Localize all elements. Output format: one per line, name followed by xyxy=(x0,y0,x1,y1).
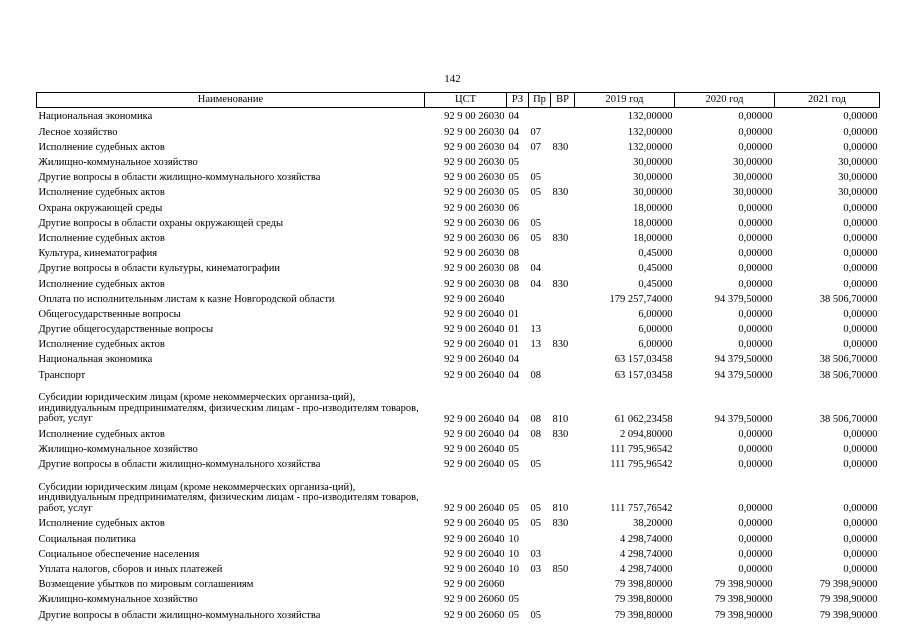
row-vr xyxy=(551,199,575,214)
row-vr xyxy=(551,351,575,366)
row-rz: 10 xyxy=(508,563,519,575)
row-2019: 30,00000 xyxy=(633,187,673,199)
row-name: Общегосударственные вопросы xyxy=(38,308,181,320)
row-rz xyxy=(507,290,529,305)
row-2019: 63 157,03458 xyxy=(614,369,673,381)
row-rz: 04 xyxy=(508,428,519,440)
row-2019: 6,00000 xyxy=(638,308,673,320)
row-cst: 92 9 00 26040 xyxy=(444,324,505,336)
row-2019: 0,45000 xyxy=(638,248,673,260)
row-2019: 111 795,96542 xyxy=(610,459,673,471)
row-cst: 92 9 00 26040 xyxy=(444,459,505,471)
row-name: Культура, кинематография xyxy=(38,248,158,260)
row-2019: 0,45000 xyxy=(638,278,673,290)
header-cst: ЦСТ xyxy=(425,93,507,108)
row-name: Исполнение судебных актов xyxy=(38,518,165,530)
row-vr xyxy=(551,530,575,545)
row-2020: 79 398,90000 xyxy=(714,579,773,591)
row-cst: 92 9 00 26030 xyxy=(444,278,505,290)
row-2021: 79 398,90000 xyxy=(819,609,878,621)
row-vr: 810 xyxy=(552,503,569,515)
row-pr: 08 xyxy=(530,369,541,381)
table-row xyxy=(37,183,880,198)
table-row xyxy=(37,153,880,168)
row-name: Исполнение судебных актов xyxy=(38,339,165,351)
row-2021: 0,00000 xyxy=(843,339,878,351)
row-cst: 92 9 00 26040 xyxy=(444,563,505,575)
row-2020: 0,00000 xyxy=(738,263,773,275)
row-2020: 0,00000 xyxy=(738,548,773,560)
row-name: Жилищно-коммунальное хозяйство xyxy=(38,157,198,169)
table-body xyxy=(37,108,880,621)
row-name: Социальная политика xyxy=(38,533,136,545)
row-2019: 63 157,03458 xyxy=(614,354,673,366)
row-rz: 05 xyxy=(508,594,519,606)
row-pr xyxy=(529,244,551,259)
row-rz: 04 xyxy=(508,413,519,425)
row-2021: 0,00000 xyxy=(843,444,878,456)
row-cst: 92 9 00 26060 xyxy=(444,609,505,621)
row-2021: 0,00000 xyxy=(843,533,878,545)
row-pr: 04 xyxy=(530,278,541,290)
row-2019: 79 398,80000 xyxy=(614,594,673,606)
row-2019: 179 257,74000 xyxy=(609,293,673,305)
row-rz: 10 xyxy=(508,548,519,560)
row-2021: 0,00000 xyxy=(843,217,878,229)
row-2021: 0,00000 xyxy=(843,248,878,260)
row-cst: 92 9 00 26060 xyxy=(444,594,505,606)
row-vr xyxy=(551,290,575,305)
table-row xyxy=(37,560,880,575)
row-2019: 79 398,80000 xyxy=(614,609,673,621)
row-2021: 30,00000 xyxy=(838,157,878,169)
row-vr xyxy=(551,259,575,274)
row-2020: 0,00000 xyxy=(738,444,773,456)
row-rz: 05 xyxy=(508,444,519,456)
row-vr xyxy=(551,440,575,455)
table-row xyxy=(37,305,880,320)
table-row xyxy=(37,138,880,153)
row-name: Исполнение судебных актов xyxy=(38,428,165,440)
row-2021: 0,00000 xyxy=(843,308,878,320)
row-name: Лесное хозяйство xyxy=(38,126,118,138)
row-2020: 0,00000 xyxy=(738,202,773,214)
header-pr: Пр xyxy=(529,93,551,108)
row-vr xyxy=(551,590,575,605)
row-2021: 0,00000 xyxy=(843,263,878,275)
row-cst: 92 9 00 26040 xyxy=(444,548,505,560)
row-2021: 0,00000 xyxy=(843,503,878,515)
row-2020: 0,00000 xyxy=(738,518,773,530)
row-name: Охрана окружающей среды xyxy=(38,202,163,214)
row-vr xyxy=(551,108,575,123)
row-rz: 10 xyxy=(508,533,519,545)
row-vr: 830 xyxy=(552,141,569,153)
row-rz: 06 xyxy=(508,232,519,244)
row-rz: 04 xyxy=(508,141,519,153)
row-name: Исполнение судебных актов xyxy=(38,187,165,199)
row-pr xyxy=(529,590,551,605)
row-cst: 92 9 00 26040 xyxy=(444,503,505,515)
row-name: Жилищно-коммунальное хозяйство xyxy=(38,444,198,456)
row-2019: 0,45000 xyxy=(638,263,673,275)
row-2020: 0,00000 xyxy=(738,126,773,138)
row-pr xyxy=(529,575,551,590)
row-2020: 94 379,50000 xyxy=(714,413,773,425)
row-pr xyxy=(529,530,551,545)
row-name: Жилищно-коммунальное хозяйство xyxy=(38,594,198,606)
row-cst: 92 9 00 26030 xyxy=(444,232,505,244)
row-name: Транспорт xyxy=(38,369,86,381)
row-2020: 30,00000 xyxy=(733,157,773,169)
row-name: Другие общегосударственные вопросы xyxy=(38,324,214,336)
row-2020: 0,00000 xyxy=(738,232,773,244)
row-2020: 94 379,50000 xyxy=(714,293,773,305)
table-row xyxy=(37,199,880,214)
row-2019: 2 094,80000 xyxy=(620,428,673,440)
row-pr: 05 xyxy=(530,172,541,184)
row-name: Исполнение судебных актов xyxy=(38,141,165,153)
row-rz: 06 xyxy=(508,202,519,214)
row-cst: 92 9 00 26040 xyxy=(444,444,505,456)
row-rz: 08 xyxy=(508,248,519,260)
table-row xyxy=(37,290,880,305)
row-pr: 13 xyxy=(530,339,541,351)
row-pr: 13 xyxy=(530,324,541,336)
row-2020: 0,00000 xyxy=(738,459,773,471)
header-2020: 2020 год xyxy=(675,93,775,108)
row-cst: 92 9 00 26040 xyxy=(444,533,505,545)
row-2020: 0,00000 xyxy=(738,339,773,351)
row-2021: 38 506,70000 xyxy=(819,293,878,305)
row-name: Национальная экономика xyxy=(38,111,153,123)
row-rz: 05 xyxy=(508,157,519,169)
row-pr: 05 xyxy=(530,187,541,199)
row-2021: 0,00000 xyxy=(843,548,878,560)
row-2020: 94 379,50000 xyxy=(714,369,773,381)
row-name: Субсидии юридическим лицам (кроме некоммерческих организа-ций), индивидуальным предпринимателям, физическим лицам - про-изводителям товаров, работ, услуг xyxy=(38,481,419,514)
row-2021: 0,00000 xyxy=(843,324,878,336)
row-name: Другие вопросы в области охраны окружающей среды xyxy=(38,217,283,229)
table-row xyxy=(37,214,880,229)
row-name: Возмещение убытков по мировым соглашениям xyxy=(38,579,254,591)
row-2021: 0,00000 xyxy=(843,563,878,575)
row-cst: 92 9 00 26040 xyxy=(444,413,505,425)
row-vr: 830 xyxy=(552,232,569,244)
table-row xyxy=(37,108,880,123)
table-row xyxy=(37,455,880,470)
row-2020: 79 398,90000 xyxy=(714,609,773,621)
row-vr: 830 xyxy=(552,278,569,290)
row-cst: 92 9 00 26040 xyxy=(444,354,505,366)
row-vr xyxy=(551,123,575,138)
row-pr xyxy=(529,108,551,123)
row-vr xyxy=(551,153,575,168)
row-2020: 0,00000 xyxy=(738,278,773,290)
table-row xyxy=(37,514,880,529)
row-2020: 0,00000 xyxy=(738,217,773,229)
row-cst: 92 9 00 26030 xyxy=(444,248,505,260)
header-2021: 2021 год xyxy=(775,93,880,108)
table-row xyxy=(37,229,880,244)
row-pr: 03 xyxy=(530,563,541,575)
table-row xyxy=(37,440,880,455)
row-cst: 92 9 00 26040 xyxy=(444,339,505,351)
row-2020: 0,00000 xyxy=(738,324,773,336)
row-2020: 30,00000 xyxy=(733,172,773,184)
row-2020: 0,00000 xyxy=(738,428,773,440)
row-2019: 111 795,96542 xyxy=(610,444,673,456)
table-row xyxy=(37,320,880,335)
header-2019: 2019 год xyxy=(575,93,675,108)
row-cst: 92 9 00 26030 xyxy=(444,141,505,153)
row-2021: 38 506,70000 xyxy=(819,354,878,366)
row-2021: 0,00000 xyxy=(843,459,878,471)
row-vr: 830 xyxy=(552,428,569,440)
row-2019: 38,20000 xyxy=(633,518,673,530)
row-name: Другие вопросы в области культуры, кинематографии xyxy=(38,263,280,275)
table-row xyxy=(37,168,880,183)
table-row xyxy=(37,123,880,138)
table-header xyxy=(37,93,880,108)
row-2021: 30,00000 xyxy=(838,172,878,184)
row-name: Оплата по исполнительным листам к казне Новгородской области xyxy=(38,293,335,305)
row-rz: 05 xyxy=(508,503,519,515)
row-name: Другие вопросы в области жилищно-коммунального хозяйства xyxy=(38,609,321,621)
row-2019: 4 298,74000 xyxy=(620,548,673,560)
row-cst: 92 9 00 26040 xyxy=(444,428,505,440)
row-rz: 04 xyxy=(508,126,519,138)
row-2019: 4 298,74000 xyxy=(620,533,673,545)
row-pr: 05 xyxy=(530,503,541,515)
row-pr: 05 xyxy=(530,232,541,244)
row-rz: 01 xyxy=(508,308,519,320)
row-rz: 05 xyxy=(508,609,519,621)
row-cst: 92 9 00 26030 xyxy=(444,217,505,229)
row-2021: 79 398,90000 xyxy=(819,579,878,591)
row-vr xyxy=(551,455,575,470)
row-pr xyxy=(529,440,551,455)
row-2019: 132,00000 xyxy=(627,141,673,153)
row-cst: 92 9 00 26030 xyxy=(444,172,505,184)
row-name: Национальная экономика xyxy=(38,354,153,366)
row-2019: 111 757,76542 xyxy=(610,503,673,515)
page-number: 142 xyxy=(444,73,461,85)
row-name: Другие вопросы в области жилищно-коммунального хозяйства xyxy=(38,172,321,184)
row-2020: 30,00000 xyxy=(733,187,773,199)
row-2021: 38 506,70000 xyxy=(819,369,878,381)
table-row xyxy=(37,381,880,425)
table-row xyxy=(37,606,880,621)
row-2019: 79 398,80000 xyxy=(614,579,673,591)
row-name: Исполнение судебных актов xyxy=(38,232,165,244)
row-pr: 05 xyxy=(530,459,541,471)
header-rz: РЗ xyxy=(507,93,529,108)
row-vr: 830 xyxy=(552,187,569,199)
table-row xyxy=(37,275,880,290)
row-name: Исполнение судебных актов xyxy=(38,278,165,290)
row-pr xyxy=(529,199,551,214)
row-2021: 0,00000 xyxy=(843,278,878,290)
row-2020: 94 379,50000 xyxy=(714,354,773,366)
row-2020: 0,00000 xyxy=(738,563,773,575)
row-cst: 92 9 00 26030 xyxy=(444,263,505,275)
row-rz: 05 xyxy=(508,187,519,199)
row-cst: 92 9 00 26030 xyxy=(444,111,505,123)
row-cst: 92 9 00 26040 xyxy=(444,369,505,381)
table-row xyxy=(37,244,880,259)
row-rz: 05 xyxy=(508,459,519,471)
row-2019: 18,00000 xyxy=(633,232,673,244)
row-2021: 0,00000 xyxy=(843,141,878,153)
row-2020: 0,00000 xyxy=(738,141,773,153)
row-cst: 92 9 00 26030 xyxy=(444,187,505,199)
row-pr xyxy=(529,351,551,366)
row-cst: 92 9 00 26030 xyxy=(444,202,505,214)
row-pr: 04 xyxy=(530,263,541,275)
row-vr xyxy=(551,244,575,259)
row-2020: 0,00000 xyxy=(738,111,773,123)
table-row xyxy=(37,470,880,514)
row-2019: 6,00000 xyxy=(638,339,673,351)
row-2021: 0,00000 xyxy=(843,518,878,530)
row-pr: 05 xyxy=(530,609,541,621)
row-2021: 30,00000 xyxy=(838,187,878,199)
table-row xyxy=(37,259,880,274)
row-rz xyxy=(507,575,529,590)
row-2021: 0,00000 xyxy=(843,126,878,138)
row-name: Субсидии юридическим лицам (кроме некоммерческих организа-ций), индивидуальным предпринимателям, физическим лицам - про-изводителям товаров, работ, услуг xyxy=(38,392,419,425)
row-vr xyxy=(551,320,575,335)
header-name: Наименование xyxy=(37,93,425,108)
row-rz: 08 xyxy=(508,263,519,275)
row-pr xyxy=(529,153,551,168)
row-rz: 04 xyxy=(508,369,519,381)
row-rz: 04 xyxy=(508,354,519,366)
row-cst: 92 9 00 26030 xyxy=(444,157,505,169)
table-row xyxy=(37,590,880,605)
row-vr xyxy=(551,545,575,560)
row-2021: 0,00000 xyxy=(843,111,878,123)
row-2019: 30,00000 xyxy=(633,157,673,169)
row-cst: 92 9 00 26060 xyxy=(444,579,505,591)
row-2019: 132,00000 xyxy=(627,111,673,123)
row-rz: 04 xyxy=(508,111,519,123)
table-row xyxy=(37,366,880,381)
row-cst: 92 9 00 26040 xyxy=(444,518,505,530)
row-pr xyxy=(529,305,551,320)
row-vr xyxy=(551,366,575,381)
table-row xyxy=(37,351,880,366)
row-vr xyxy=(551,305,575,320)
table-row xyxy=(37,545,880,560)
row-2021: 0,00000 xyxy=(843,232,878,244)
row-vr xyxy=(551,214,575,229)
row-name: Социальное обеспечение населения xyxy=(38,548,200,560)
row-pr: 05 xyxy=(530,217,541,229)
row-rz: 05 xyxy=(508,518,519,530)
row-vr: 850 xyxy=(552,563,569,575)
row-vr: 810 xyxy=(552,413,569,425)
row-rz: 08 xyxy=(508,278,519,290)
row-2019: 6,00000 xyxy=(638,324,673,336)
row-vr xyxy=(551,606,575,621)
row-cst: 92 9 00 26040 xyxy=(444,308,505,320)
row-vr xyxy=(551,575,575,590)
header-vr: ВР xyxy=(551,93,575,108)
row-name: Уплата налогов, сборов и иных платежей xyxy=(38,563,223,575)
row-2020: 0,00000 xyxy=(738,248,773,260)
row-pr: 08 xyxy=(530,428,541,440)
row-rz: 06 xyxy=(508,217,519,229)
row-rz: 05 xyxy=(508,172,519,184)
table-row xyxy=(37,575,880,590)
row-pr xyxy=(529,290,551,305)
row-2019: 4 298,74000 xyxy=(620,563,673,575)
row-rz: 01 xyxy=(508,324,519,336)
row-cst: 92 9 00 26030 xyxy=(444,126,505,138)
row-2019: 30,00000 xyxy=(633,172,673,184)
row-vr xyxy=(551,168,575,183)
budget-table xyxy=(36,92,880,621)
row-2020: 0,00000 xyxy=(738,533,773,545)
row-2020: 79 398,90000 xyxy=(714,594,773,606)
row-cst: 92 9 00 26040 xyxy=(444,293,505,305)
row-2019: 18,00000 xyxy=(633,202,673,214)
row-pr: 08 xyxy=(530,413,541,425)
row-2020: 0,00000 xyxy=(738,503,773,515)
row-2020: 0,00000 xyxy=(738,308,773,320)
row-pr: 07 xyxy=(530,126,541,138)
row-2021: 79 398,90000 xyxy=(819,594,878,606)
table-row xyxy=(37,425,880,440)
row-2019: 61 062,23458 xyxy=(614,413,673,425)
row-rz: 01 xyxy=(508,339,519,351)
row-2021: 0,00000 xyxy=(843,202,878,214)
row-2019: 132,00000 xyxy=(627,126,673,138)
row-2021: 38 506,70000 xyxy=(819,413,878,425)
row-pr: 03 xyxy=(530,548,541,560)
table-row xyxy=(37,530,880,545)
row-pr: 07 xyxy=(530,141,541,153)
table-row xyxy=(37,335,880,350)
row-pr: 05 xyxy=(530,518,541,530)
row-vr: 830 xyxy=(552,518,569,530)
row-2021: 0,00000 xyxy=(843,428,878,440)
row-vr: 830 xyxy=(552,339,569,351)
row-name: Другие вопросы в области жилищно-коммунального хозяйства xyxy=(38,459,321,471)
row-2019: 18,00000 xyxy=(633,217,673,229)
